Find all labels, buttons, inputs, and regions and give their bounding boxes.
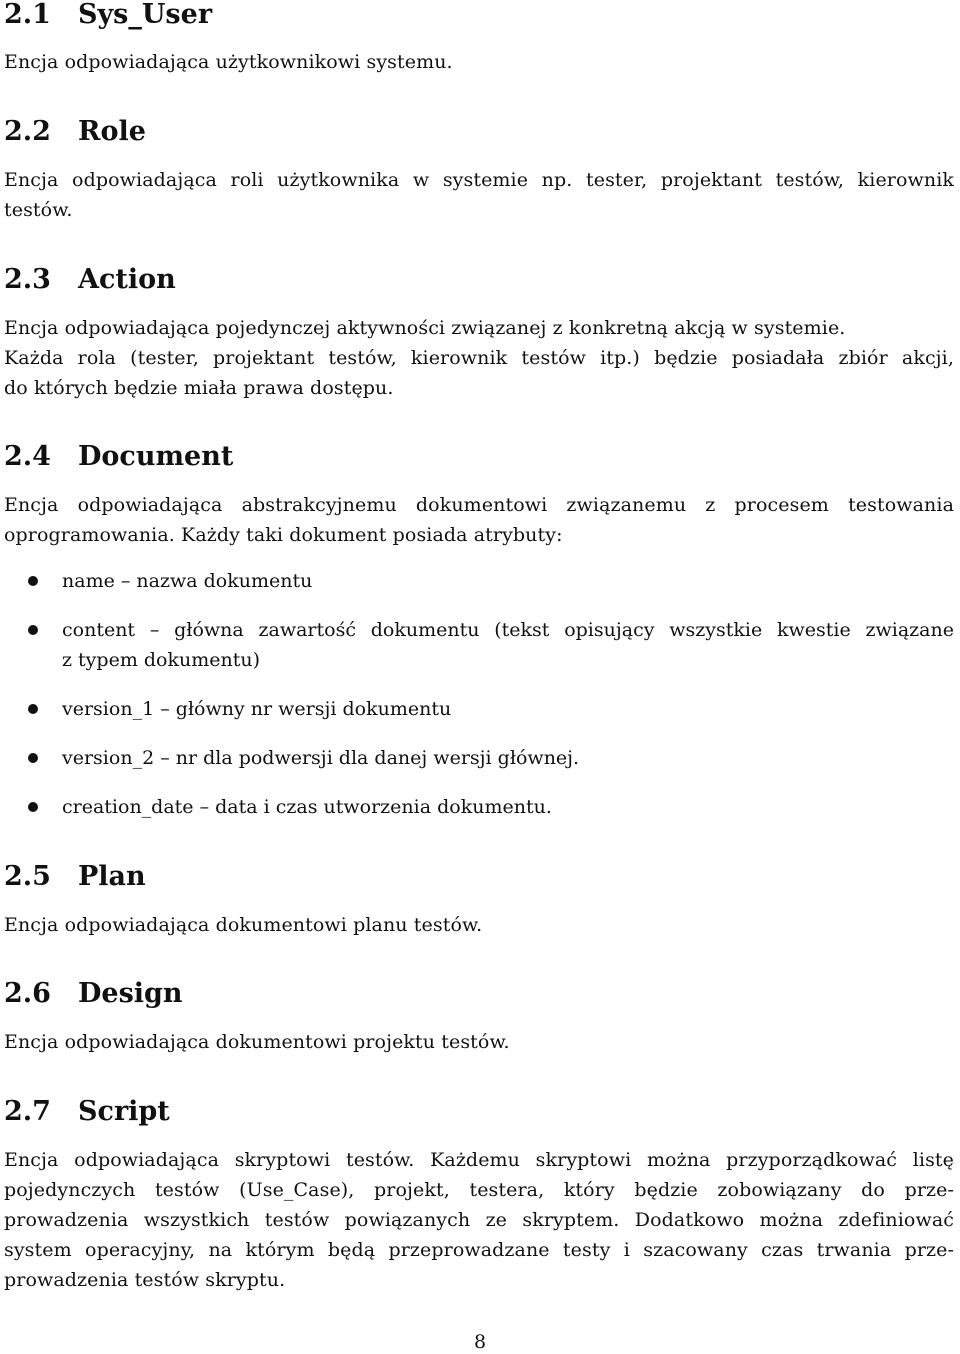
- section-heading: [4, 979, 183, 1009]
- section-number: 2.7: [4, 1096, 51, 1127]
- section-number: 2.4: [4, 441, 51, 472]
- paragraph-line: Encja odpowiadająca dokumentowi planu testów.: [4, 914, 483, 936]
- section-title: Script: [78, 1096, 170, 1127]
- section-number: 2.5: [4, 861, 51, 892]
- paragraph-line: do których będzie miała prawa dostępu.: [4, 377, 394, 399]
- paragraph-line: prowadzenia wszystkich testów powiązanych ze skryptem. Dodatkowo można zdefiniować: [4, 1209, 954, 1231]
- paragraph-line: testów.: [4, 199, 73, 221]
- section-title: Plan: [78, 861, 146, 892]
- section-title: Document: [78, 441, 234, 472]
- paragraph-line: system operacyjny, na którym będą przeprowadzane testy i szacowany czas trwania prze-: [4, 1239, 954, 1261]
- section-heading: [4, 265, 176, 295]
- section-heading: [4, 0, 212, 30]
- section-number: 2.6: [4, 978, 51, 1009]
- paragraph-line: Encja odpowiadająca użytkownikowi systemu.: [4, 51, 453, 73]
- bullet-marker: [28, 576, 38, 586]
- list-item-continuation: z typem dokumentu): [62, 649, 261, 671]
- section-heading: [4, 442, 233, 472]
- paragraph-line: Encja odpowiadająca roli użytkownika w systemie np. tester, projektant testów, kierownik: [4, 169, 954, 191]
- section-title: Role: [78, 116, 146, 147]
- list-item: version_2 – nr dla podwersji dla danej wersji głównej.: [62, 747, 580, 769]
- paragraph-line: oprogramowania. Każdy taki dokument posiada atrybuty:: [4, 524, 563, 546]
- paragraph-line: Encja odpowiadająca pojedynczej aktywności związanej z konkretną akcją w systemie.: [4, 317, 846, 339]
- bullet-marker: [28, 753, 38, 763]
- section-number: 2.3: [4, 264, 51, 295]
- section-number: 2.1: [4, 0, 51, 30]
- section-heading: [4, 1097, 170, 1127]
- section-heading: [4, 862, 146, 892]
- section-title: Sys_User: [78, 0, 213, 30]
- paragraph-line: Encja odpowiadająca abstrakcyjnemu dokumentowi związanemu z procesem testowania: [4, 494, 954, 516]
- bullet-marker: [28, 625, 38, 635]
- list-item: name – nazwa dokumentu: [62, 570, 313, 592]
- paragraph-line: prowadzenia testów skryptu.: [4, 1269, 286, 1291]
- section-heading: [4, 117, 146, 147]
- paragraph-line: Encja odpowiadająca skryptowi testów. Każdemu skryptowi można przyporządkować listę: [4, 1149, 954, 1171]
- list-item: creation_date – data i czas utworzenia dokumentu.: [62, 796, 552, 818]
- paragraph-line: Każda rola (tester, projektant testów, kierownik testów itp.) będzie posiadała zbiór akcji,: [4, 347, 954, 369]
- section-title: Action: [78, 264, 176, 295]
- list-item: content – główna zawartość dokumentu (tekst opisujący wszystkie kwestie związane: [62, 619, 954, 641]
- paragraph-line: Encja odpowiadająca dokumentowi projektu testów.: [4, 1031, 510, 1053]
- bullet-marker: [28, 802, 38, 812]
- section-title: Design: [78, 978, 183, 1009]
- page-number: 8: [474, 1331, 487, 1353]
- list-item: version_1 – główny nr wersji dokumentu: [62, 698, 452, 720]
- bullet-marker: [28, 704, 38, 714]
- section-number: 2.2: [4, 116, 51, 147]
- paragraph-line: pojedynczych testów (Use_Case), projekt, testera, który będzie zobowiązany do prze-: [4, 1179, 954, 1201]
